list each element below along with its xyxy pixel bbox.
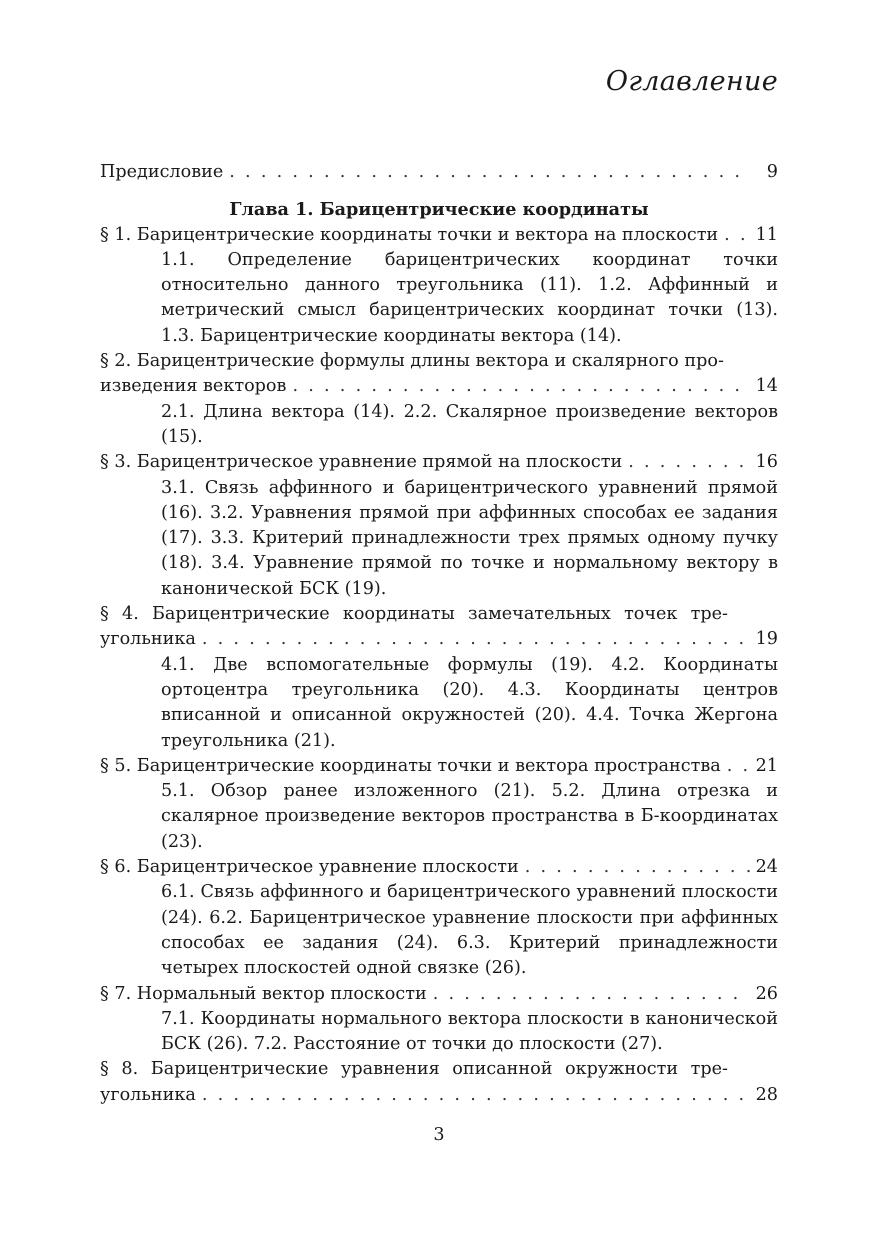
toc-entry-title: § 3. Барицентрическое уравнение прямой на плоскости <box>100 452 623 473</box>
dot-leader <box>202 627 750 652</box>
toc-entry-title: § 6. Барицентрическое уравнение плоскости <box>100 857 519 878</box>
dot-leader <box>727 754 750 779</box>
toc-entry-section-6[interactable] <box>100 855 778 880</box>
toc-entry-section-4-line1[interactable] <box>100 602 778 627</box>
chapter-heading: Глава 1. Барицентрические координаты <box>229 199 649 221</box>
toc-entry-section-8-line2[interactable] <box>100 1083 778 1108</box>
toc-page-number: 24 <box>755 857 778 878</box>
dot-leader <box>525 855 750 880</box>
toc-page-number: 26 <box>755 983 778 1004</box>
dot-leader <box>292 374 750 399</box>
toc-entry-section-4-line2[interactable] <box>100 627 778 652</box>
toc-entry-title: § 8. Барицентрические уравнения описанной окружности тре- <box>100 1059 728 1080</box>
toc-entry-section-5[interactable] <box>100 754 778 779</box>
toc-entry-title: Предисловие <box>100 162 224 182</box>
toc-page-number: 19 <box>755 629 778 650</box>
toc-entry-title: § 5. Барицентрические координаты точки и вектора пространства <box>100 755 721 776</box>
dot-leader <box>229 160 750 185</box>
toc-content <box>100 160 778 1108</box>
toc-page-number: 21 <box>755 755 778 776</box>
page-number-footer: 3 <box>433 1125 445 1145</box>
toc-entry-preface[interactable] <box>100 160 778 185</box>
dot-leader <box>202 1083 750 1108</box>
toc-entry-section-1[interactable] <box>100 223 778 248</box>
toc-entry-title-cont: угольника <box>100 1084 196 1105</box>
toc-page-number: 16 <box>755 452 778 473</box>
toc-page-number: 9 <box>766 162 778 182</box>
toc-subsections-7: 7.1. Координаты нормального вектора плоскости в канонической БСК (26). 7.2. Расстояние от точки до плоскости (27). <box>161 1008 778 1055</box>
toc-subsections-2: 2.1. Длина вектора (14). 2.2. Скалярное произведение векторов (15). <box>161 401 778 447</box>
toc-subsections-4: 4.1. Две вспомогательные формулы (19). 4.2. Координаты ортоцентра треугольника (20). 4.3. Координаты центров вписанной и описанной окружностей (20). 4.4. Точка Жергона треугольника (21). <box>161 654 778 751</box>
toc-page <box>100 0 778 1240</box>
toc-entry-title: § 1. Барицентрические координаты точки и вектора на плоскости <box>100 224 719 245</box>
toc-page-number: 11 <box>755 224 778 245</box>
dot-leader <box>433 982 750 1007</box>
toc-page-number: 28 <box>755 1084 778 1105</box>
dot-leader <box>724 223 750 248</box>
toc-entry-section-2-line2[interactable] <box>100 374 778 399</box>
toc-entry-title-cont: изведения векторов <box>100 376 287 397</box>
toc-entry-section-8-line1[interactable] <box>100 1057 778 1082</box>
toc-subsections-3: 3.1. Связь аффинного и барицентрического уравнений прямой (16). 3.2. Уравнения прямой при аффинных способах ее задания (17). 3.3. Критерий принадлежности трех прямых одному пучку (18). 3.4. Уравнение прямой по точке и нормальному вектору в канонической БСК (19). <box>161 477 778 599</box>
toc-entry-title: § 2. Барицентрические формулы длины вектора и скалярного про- <box>100 351 724 372</box>
page-title: Оглавление <box>605 66 778 97</box>
toc-entry-section-2-line1[interactable] <box>100 349 778 374</box>
toc-subsections-5: 5.1. Обзор ранее изложенного (21). 5.2. Длина отрезка и скалярное произведение векторов пространства в Б-координатах (23). <box>161 781 778 852</box>
toc-entry-title: § 7. Нормальный вектор плоскости <box>100 983 427 1004</box>
toc-subsections-6: 6.1. Связь аффинного и барицентрического уравнений плоскости (24). 6.2. Барицентрическое уравнение плоскости при аффинных способах ее задания (24). 6.3. Критерий принадлежности четырех плоскостей одной связке (26). <box>161 882 778 979</box>
toc-entry-section-7[interactable] <box>100 982 778 1007</box>
toc-entry-section-3[interactable] <box>100 450 778 475</box>
toc-page-number: 14 <box>755 376 778 397</box>
dot-leader <box>628 450 750 475</box>
toc-entry-title-cont: угольника <box>100 629 196 650</box>
toc-entry-title: § 4. Барицентрические координаты замечательных точек тре- <box>100 604 728 625</box>
toc-subsections-1: 1.1. Определение барицентрических координат точки относительно данного треугольника (11). 1.2. Аффинный и метрический смысл барицентрических координат точки (13). 1.3. Барицентрические координаты вектора (14). <box>161 249 778 346</box>
